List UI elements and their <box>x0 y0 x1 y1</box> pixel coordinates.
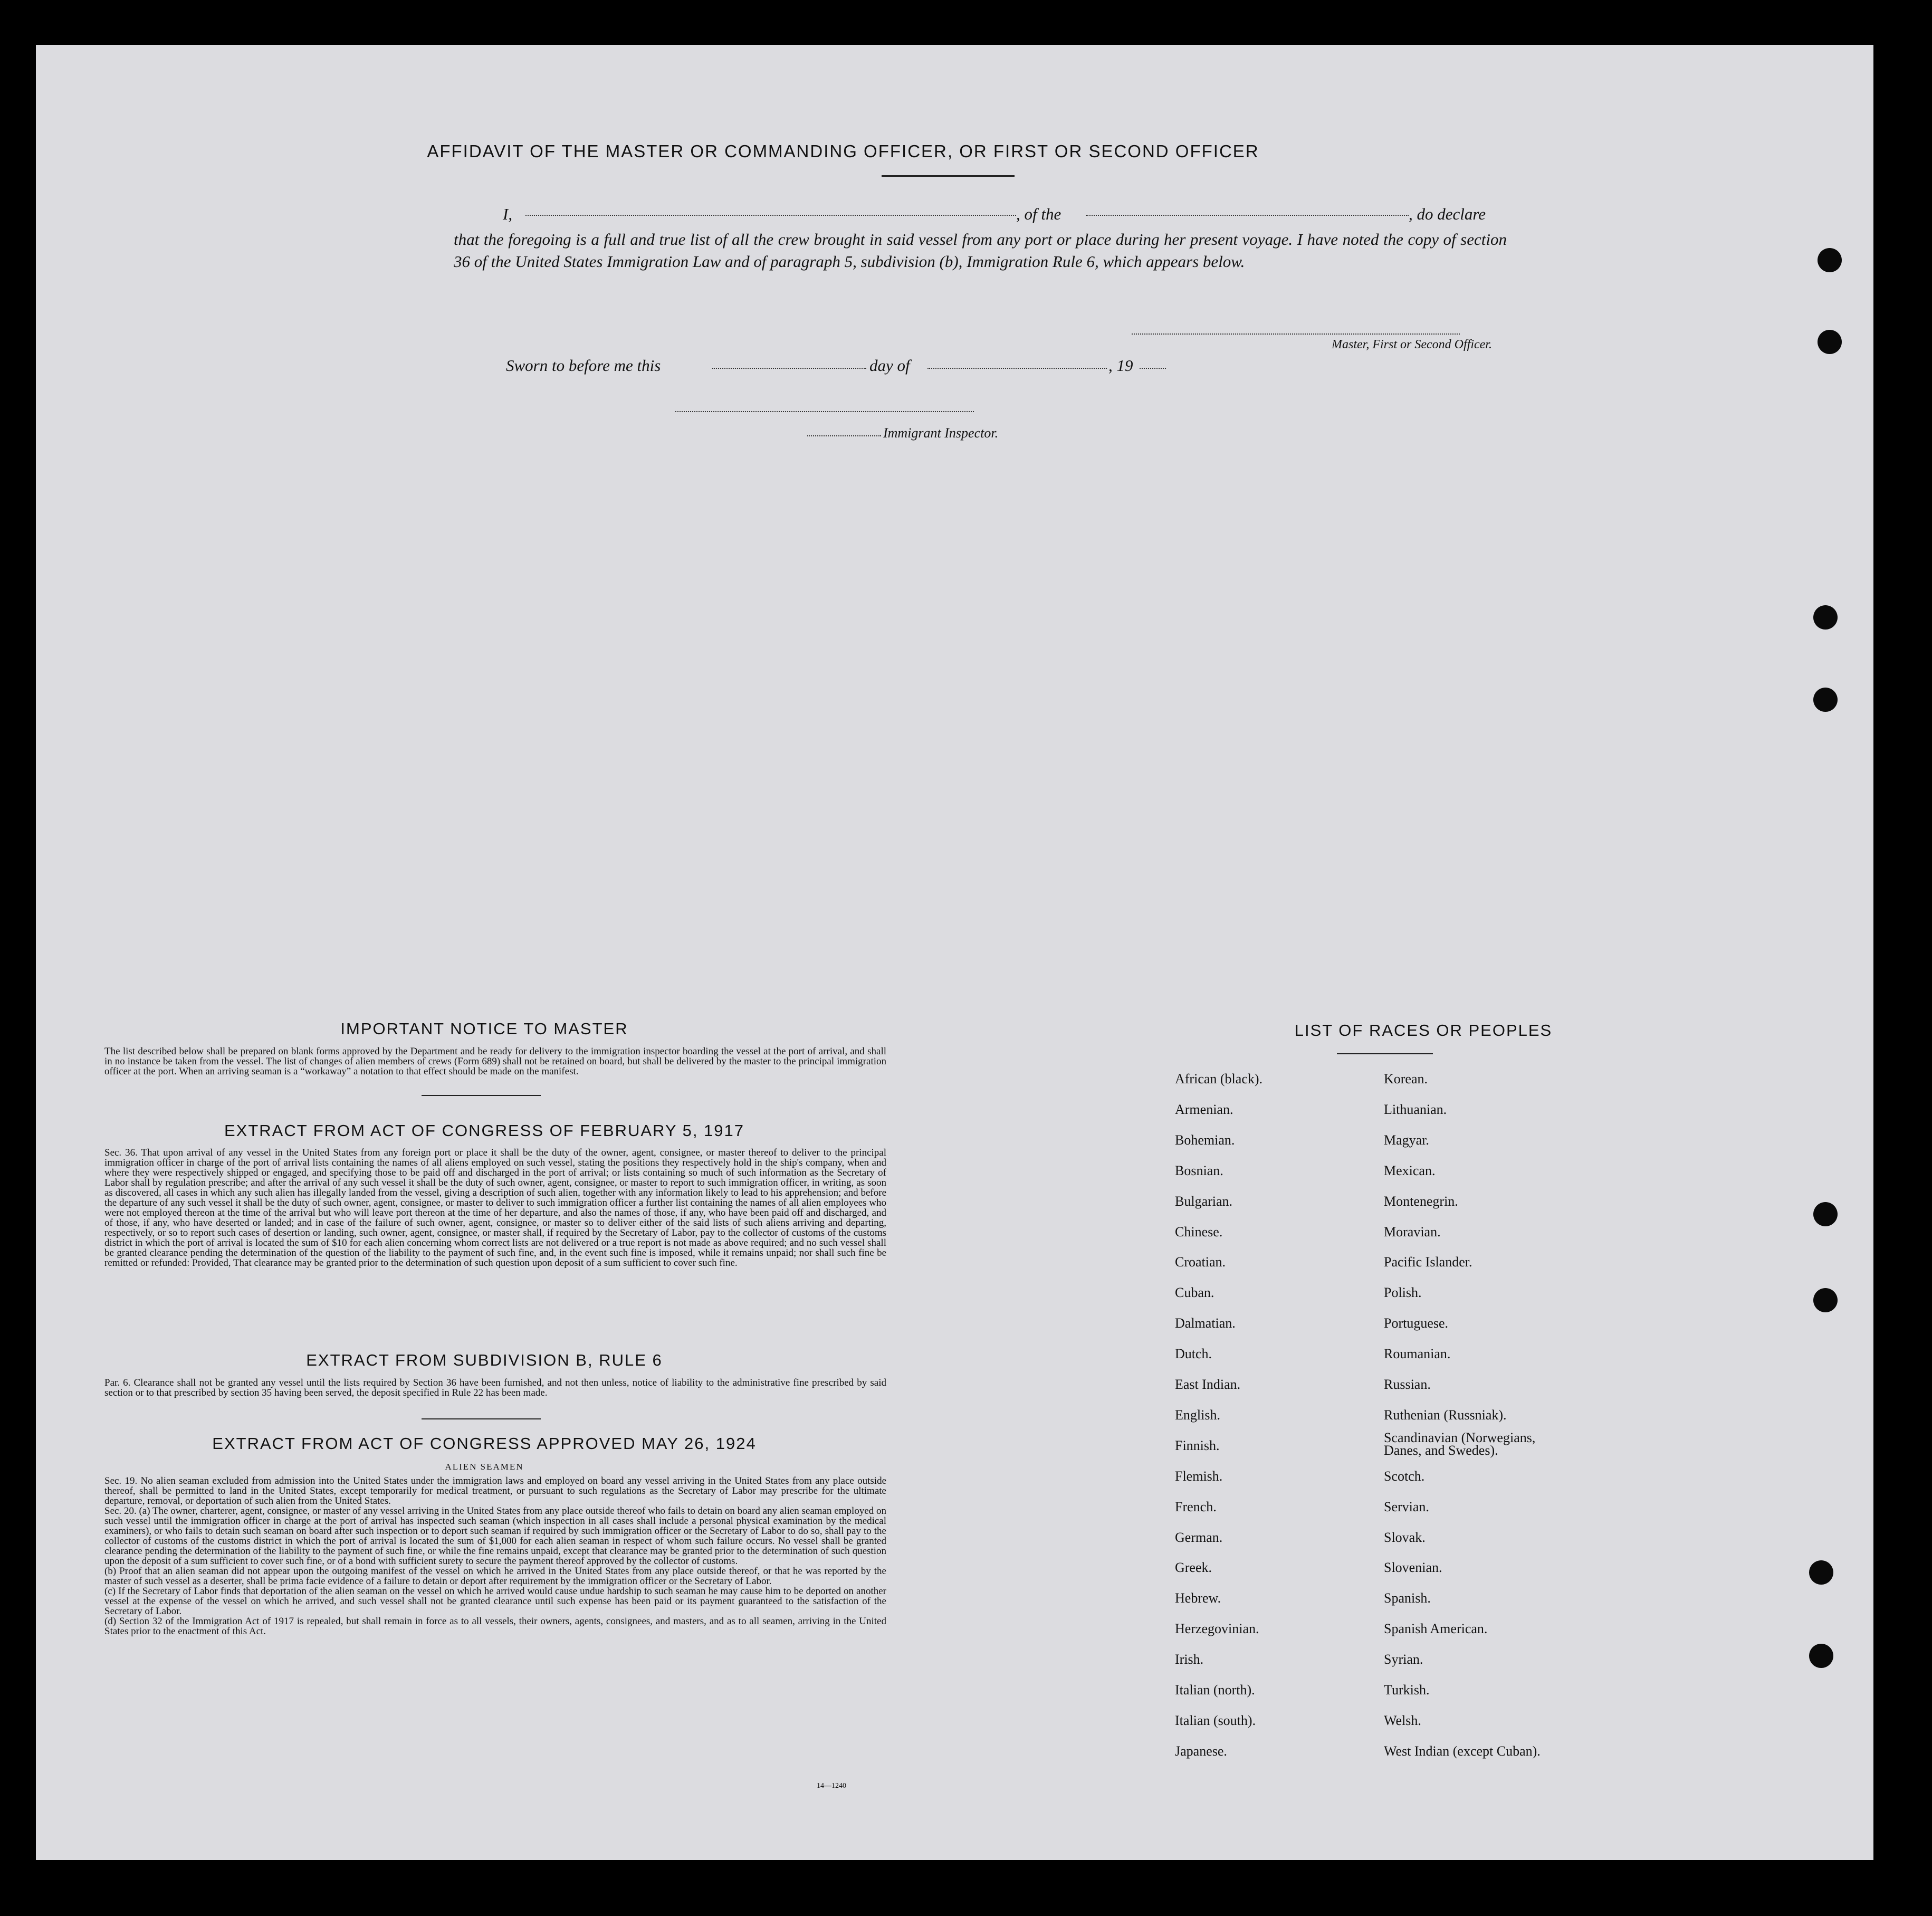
sworn-label: Sworn to before me this <box>506 356 661 375</box>
race-item: Magyar. <box>1384 1132 1429 1148</box>
race-item: Turkish. <box>1384 1682 1430 1698</box>
sworn-month-field[interactable] <box>927 368 1107 369</box>
extract-rule6-text: Par. 6. Clearance shall not be granted any vessel until the lists required by Section 36 have been furnished, and not then unless, notice of liability to the administrative fine prescribed by said section or to that prescribed by section 35 having been served, the deposit specified in Rule 22 has been made. <box>104 1377 886 1398</box>
extract-1917-text: Sec. 36. That upon arrival of any vessel in the United States from any foreign port or place it shall be the duty of the owner, agent, consignee, or master thereof to deliver to the principal immigration officer in charge of the port of arrival lists containing the names of all aliens employed on such vessel, stating the positions they respectively hold in the ship's company, when and where they were respectively shipped or engaged, and specifying those to be paid off and discharged in the port of arrival; or lists containing so much of such information as the Secretary of Labor shall by regulation prescribe; and after the arrival of any such vessel it shall be the duty of such owner, agent, consignee, or master to report to such immigration officer, in writing, as soon as discovered, all cases in which any such alien has illegally landed from the vessel, giving a description of such alien, together with any information likely to lead to his apprehension; and before the departure of any such vessel it shall be the duty of such owner, agent, consignee, or master to deliver to such immigration officer a further list containing the names of all alien employees who were not employed thereon at the time of the arrival but who will leave port thereon at the time of her departure, and also the names of those, if any, who have been paid off and discharged, and of those, if any, who have deserted or landed; and in case of the failure of such owner, agent, consignee, or master so to deliver either of the said lists of such aliens arriving and departing, respectively, or so to report such cases of desertion or landing, such owner, agent, consignee, or master shall, if required by the Secretary of Labor, pay to the collector of customs of the customs district in which the port of arrival is located the sum of $10 for each alien concerning whom correct lists are not delivered or a true report is not made as above required; and no such vessel shall be granted clearance pending the determination of the question of the liability to the payment of such fine, and, in the event such fine is imposed, while it remains unpaid; nor shall such fine be remitted or refunded: Provided, That clearance may be granted prior to the determination of such question upon deposit of a sum sufficient to cover such fine. <box>104 1147 886 1269</box>
sworn-year-field[interactable] <box>1140 368 1166 369</box>
race-item: Montenegrin. <box>1384 1193 1458 1209</box>
do-declare-label: , do declare <box>1409 205 1486 223</box>
inspector-signature-field[interactable] <box>675 411 974 412</box>
race-item: Russian. <box>1384 1377 1431 1392</box>
title-divider <box>882 175 1015 177</box>
notice-text: The list described below shall be prepared on blank forms approved by the Department and be ready for delivery to the immigration inspector boarding the vessel at the port of arrival, and shall in no instance be taken from the vessel. The list of changes of alien members of crews (Form 689) shall not be retained on board, but shall be delivered by the master to the principal immigration officer at the port. When an arriving seaman is a “workaway” a notation to that effect should be made on the manifest. <box>104 1046 886 1077</box>
race-item: Slovenian. <box>1384 1560 1442 1576</box>
race-item: Italian (south). <box>1175 1712 1256 1728</box>
race-item: Greek. <box>1175 1560 1212 1576</box>
race-item: Bulgarian. <box>1175 1193 1233 1209</box>
race-item: Flemish. <box>1175 1468 1223 1484</box>
punch-hole <box>1809 1560 1833 1585</box>
race-item: Finnish. <box>1175 1437 1220 1453</box>
sec-20b-paragraph: (b) Proof that an alien seaman did not appear upon the outgoing manifest of the vessel on which he arrived in the United States from any place outside thereof, or that he was reported by the master of such vessel as a deserter, shall be prima facie evidence of a failure to detain or deport after requirement by the immigration officer or the Secretary of Labor. <box>104 1566 886 1587</box>
race-item: Cuban. <box>1175 1285 1214 1301</box>
affidavit-title: AFFIDAVIT OF THE MASTER OR COMMANDING OFFICER, OR FIRST OR SECOND OFFICER <box>427 141 1259 161</box>
sec-20c-paragraph: (c) If the Secretary of Labor finds that deportation of the alien seaman on the vessel on which he arrived would cause undue hardship to such seaman he may cause him to be deported on another vessel at the expense of the vessel on which he arrived, and such vessel shall not be granted clearance until such expense has been paid or its payment guaranteed to the satisfaction of the Secretary of Labor. <box>104 1586 886 1617</box>
race-item: Armenian. <box>1175 1101 1233 1117</box>
race-item: Dalmatian. <box>1175 1316 1236 1331</box>
race-item: West Indian (except Cuban). <box>1384 1743 1541 1759</box>
race-item: Pacific Islander. <box>1384 1254 1472 1270</box>
declaration-text: that the foregoing is a full and true list of all the crew brought in said vessel from any port or place during her present voyage. I have noted the copy of section 36 of the United States Immigration Law and of paragraph 5, subdivision (b), Immigration Rule 6, which appears below. <box>454 230 1507 271</box>
race-item: Chinese. <box>1175 1224 1223 1240</box>
punch-hole <box>1818 248 1842 272</box>
race-item: Bosnian. <box>1175 1162 1223 1178</box>
extract-rule6-title: EXTRACT FROM SUBDIVISION B, RULE 6 <box>306 1351 663 1369</box>
punch-hole <box>1809 1644 1833 1668</box>
race-item: Croatian. <box>1175 1254 1226 1270</box>
race-item: Irish. <box>1175 1652 1204 1667</box>
race-item: Syrian. <box>1384 1652 1423 1667</box>
punch-hole <box>1813 1202 1838 1226</box>
race-item: Herzegovinian. <box>1175 1621 1259 1637</box>
of-the-label: , of the <box>1016 205 1061 223</box>
form-page <box>36 45 1873 1860</box>
extract-1924-subtitle: ALIEN SEAMEN <box>445 1462 524 1472</box>
sec-20a-paragraph: Sec. 20. (a) The owner, charterer, agent, consignee, or master of any vessel arriving in the United States from any place outside thereof who fails to detain on board any alien seaman employed on such vessel until the immigration officer in charge at the port of arrival has inspected such seaman (which inspection in all cases shall include a personal physical examination by the medical examiners), or who fails to detain such seaman on board after such inspection or to deport such seaman if required by such immigration officer or the Secretary of Labor to do so, shall pay to the collector of customs of the customs district in which the port of arrival is located the sum of $1,000 for each alien seaman in respect of whom such failure occurs. No vessel shall be granted clearance pending the determination of the liability to the payment of such fine, or while the fine remains unpaid, except that clearance may be granted prior to the determination of such question upon the deposit of a sum sufficient to cover such fine, or of a bond with sufficient surety to secure the payment thereof approved by the collector of customs. <box>104 1505 886 1567</box>
race-item: Roumanian. <box>1384 1346 1451 1362</box>
day-of-label: day of <box>869 356 910 375</box>
race-item: Scotch. <box>1384 1468 1425 1484</box>
race-item: Polish. <box>1384 1285 1422 1301</box>
race-item: Servian. <box>1384 1499 1429 1514</box>
race-item: East Indian. <box>1175 1377 1241 1392</box>
race-item: African (black). <box>1175 1071 1263 1086</box>
form-number: 14—1240 <box>817 1782 846 1790</box>
race-item: Mexican. <box>1384 1162 1436 1178</box>
master-signature-label: Master, First or Second Officer. <box>1332 338 1492 351</box>
inspector-label: Immigrant Inspector. <box>883 425 999 441</box>
declare-i-label: I, <box>503 205 513 223</box>
punch-hole <box>1813 605 1838 630</box>
race-item: Japanese. <box>1175 1743 1227 1759</box>
race-item: Korean. <box>1384 1071 1428 1086</box>
master-signature-field[interactable] <box>1132 333 1460 335</box>
section-divider <box>422 1095 541 1096</box>
sworn-day-field[interactable] <box>712 368 866 369</box>
declarant-name-field[interactable] <box>525 215 1016 216</box>
race-item: German. <box>1175 1529 1223 1545</box>
race-item: Italian (north). <box>1175 1682 1255 1698</box>
race-item: Slovak. <box>1384 1529 1426 1545</box>
sec-19-paragraph: Sec. 19. No alien seaman excluded from admission into the United States under the immigration laws and employed on board any vessel arriving in the United States from any place outside thereof, shall be permitted to land in the United States, except temporarily for medical treatment, or pursuant to such regulations as the Secretary of Labor may prescribe for the ultimate departure, removal, or deportation of such alien from the United States. <box>104 1475 886 1507</box>
race-item: French. <box>1175 1499 1217 1514</box>
race-item: Portuguese. <box>1384 1316 1449 1331</box>
race-item: Scandinavian (Norwegians, Danes, and Swedes). <box>1384 1429 1536 1458</box>
race-item: Moravian. <box>1384 1224 1441 1240</box>
races-title: LIST OF RACES OR PEOPLES <box>1294 1021 1553 1040</box>
race-item: Dutch. <box>1175 1346 1212 1362</box>
extract-1924-body <box>104 1476 886 1636</box>
race-item: Ruthenian (Russniak). <box>1384 1407 1507 1423</box>
punch-hole <box>1813 688 1838 712</box>
notice-title: IMPORTANT NOTICE TO MASTER <box>340 1019 628 1038</box>
race-item: Hebrew. <box>1175 1590 1221 1606</box>
year-label: , 19 <box>1108 356 1133 375</box>
extract-1917-title: EXTRACT FROM ACT OF CONGRESS OF FEBRUARY 5, 1917 <box>224 1121 745 1140</box>
vessel-name-field[interactable] <box>1086 215 1409 216</box>
punch-hole <box>1813 1288 1838 1312</box>
punch-hole <box>1818 330 1842 354</box>
inspector-signature-field-2[interactable] <box>807 435 881 436</box>
race-item: Spanish American. <box>1384 1621 1488 1637</box>
race-item: Welsh. <box>1384 1712 1421 1728</box>
section-divider <box>422 1418 541 1419</box>
races-divider <box>1337 1053 1433 1054</box>
race-item: Spanish. <box>1384 1590 1431 1606</box>
race-item: English. <box>1175 1407 1220 1423</box>
race-item: Lithuanian. <box>1384 1101 1447 1117</box>
sec-20d-paragraph: (d) Section 32 of the Immigration Act of 1917 is repealed, but shall remain in force as to all vessels, their owners, agents, consignees, and masters, and as to all seamen, arriving in the United States prior to the enactment of this Act. <box>104 1616 886 1637</box>
race-item: Bohemian. <box>1175 1132 1235 1148</box>
extract-1924-title: EXTRACT FROM ACT OF CONGRESS APPROVED MAY 26, 1924 <box>212 1434 757 1453</box>
